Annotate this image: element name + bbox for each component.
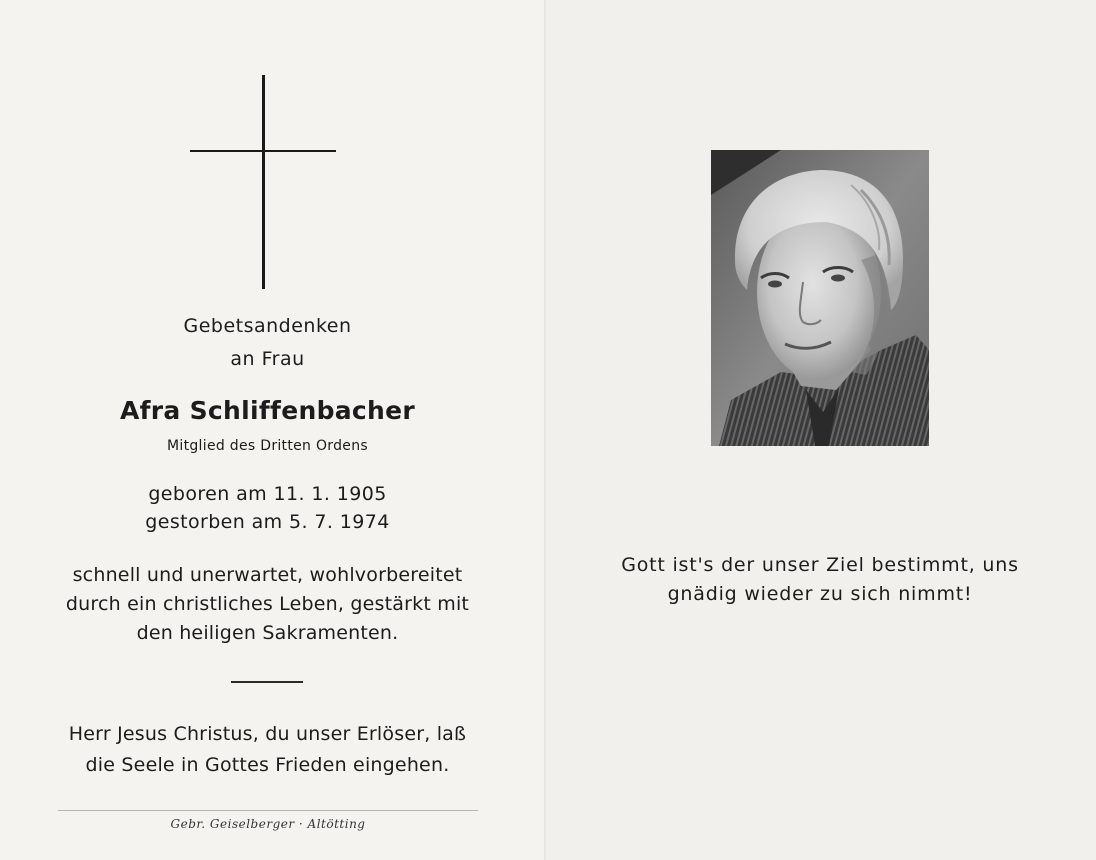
cross-horizontal-bar (190, 150, 336, 152)
death-date-line: gestorben am 5. 7. 1974 (145, 511, 390, 533)
death-description (20, 561, 515, 648)
left-page (0, 0, 545, 860)
description-line: den heiligen Sakramenten. (136, 622, 399, 644)
life-dates (20, 480, 515, 536)
portrait-image (711, 150, 929, 446)
printer-credit: Gebr. Geiselberger · Altötting (170, 817, 366, 831)
description-line: durch ein christliches Leben, gestärkt mit (65, 593, 470, 615)
description-line: schnell und unerwartet, wohlvorbereitet (72, 564, 463, 586)
divider-bottom (58, 810, 478, 811)
prayer-line: Herr Jesus Christus, du unser Erlöser, laß (68, 723, 467, 745)
verse-line: gnädig wieder zu sich nimmt! (667, 583, 973, 605)
birth-date-line: geboren am 11. 1. 1905 (148, 483, 387, 505)
divider-short (231, 681, 303, 683)
intro-line-2: an Frau (230, 348, 305, 370)
intro-line-1: Gebetsandenken (183, 315, 352, 337)
intro-heading (20, 310, 515, 376)
verse (570, 551, 1070, 609)
prayer-line: die Seele in Gottes Frieden eingehen. (85, 754, 450, 776)
verse-line: Gott ist's der unser Ziel bestimmt, uns (621, 554, 1019, 576)
deceased-name: Afra Schliffenbacher (119, 396, 416, 425)
portrait-photo (711, 150, 929, 446)
membership-line: Mitglied des Dritten Ordens (167, 438, 368, 454)
prayer (20, 719, 515, 781)
cross-vertical-bar (262, 75, 265, 289)
